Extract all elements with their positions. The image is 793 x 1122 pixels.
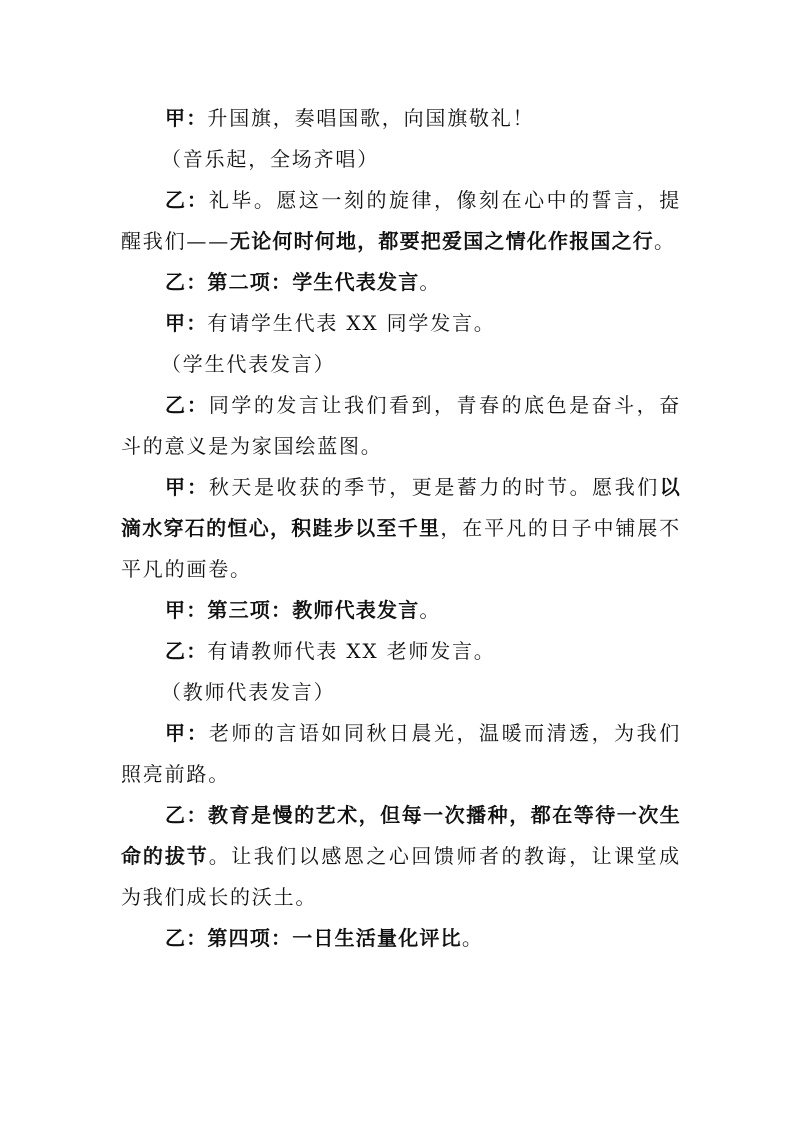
stage-direction: （教师代表发言） bbox=[161, 680, 336, 704]
paragraph-1 bbox=[121, 98, 681, 139]
paragraph-text: 。 bbox=[419, 598, 442, 622]
paragraph-11 bbox=[121, 672, 681, 713]
paragraph-4 bbox=[121, 262, 681, 303]
paragraph-text: 有请学生代表 XX 同学发言。 bbox=[207, 311, 496, 335]
agenda-item-heading: 甲：第三项：教师代表发言 bbox=[165, 598, 420, 622]
agenda-item-heading: 乙：第二项：学生代表发言 bbox=[165, 270, 420, 294]
paragraph-text: 。让我们以感恩之心回馈师者的教诲，让课堂成为我们成长的沃土。 bbox=[121, 844, 681, 909]
paragraph-14 bbox=[121, 918, 681, 959]
paragraph-6 bbox=[121, 344, 681, 385]
agenda-item-heading: 乙：第四项：一日生活量化评比 bbox=[165, 926, 462, 950]
paragraph-text: 秋天是收获的季节，更是蓄力的时节。愿我们 bbox=[208, 475, 660, 499]
paragraph-9 bbox=[121, 590, 681, 631]
paragraph-text: 老师的言语如同秋日晨光，温暖而清透，为我们照亮前路。 bbox=[121, 721, 681, 786]
paragraph-text: 有请教师代表 XX 老师发言。 bbox=[207, 639, 496, 663]
paragraph-text: 。 bbox=[461, 926, 484, 950]
speaker-label: 甲： bbox=[165, 311, 208, 335]
document-body bbox=[121, 98, 681, 959]
stage-direction: （音乐起，全场齐唱） bbox=[161, 147, 379, 171]
speaker-label: 乙： bbox=[165, 639, 208, 663]
paragraph-text: 礼毕。愿这一刻的旋律，像刻在心中的誓言，提醒我们—— bbox=[121, 188, 681, 253]
speaker-label: 乙： bbox=[165, 393, 209, 417]
emphasis-text: 乙：教育是慢的艺术，但每一次播种，都在等待一次生命的拔节 bbox=[121, 803, 681, 868]
stage-direction: （学生代表发言） bbox=[161, 352, 336, 376]
paragraph-text: 升国旗，奏唱国歌，向国旗敬礼！ bbox=[207, 106, 535, 130]
paragraph-text: ，在平凡的日子中铺展不平凡的画卷。 bbox=[121, 516, 681, 581]
speaker-label: 乙： bbox=[165, 188, 209, 212]
paragraph-2 bbox=[121, 139, 681, 180]
speaker-label: 甲： bbox=[165, 721, 209, 745]
paragraph-3 bbox=[121, 180, 681, 262]
paragraph-5 bbox=[121, 303, 681, 344]
speaker-label: 甲： bbox=[165, 106, 208, 130]
emphasis-text: 无论何时何地，都要把爱国之情化作报国之行 bbox=[230, 229, 654, 253]
paragraph-8 bbox=[121, 467, 681, 590]
paragraph-10 bbox=[121, 631, 681, 672]
emphasis-text: 以滴水穿石的恒心，积跬步以至千里 bbox=[121, 475, 681, 540]
paragraph-12 bbox=[121, 713, 681, 795]
paragraph-text: 。 bbox=[654, 229, 676, 253]
paragraph-13 bbox=[121, 795, 681, 918]
paragraph-7 bbox=[121, 385, 681, 467]
paragraph-text: 。 bbox=[419, 270, 442, 294]
paragraph-text: 同学的发言让我们看到，青春的底色是奋斗，奋斗的意义是为家国绘蓝图。 bbox=[121, 393, 681, 458]
speaker-label: 甲： bbox=[165, 475, 209, 499]
